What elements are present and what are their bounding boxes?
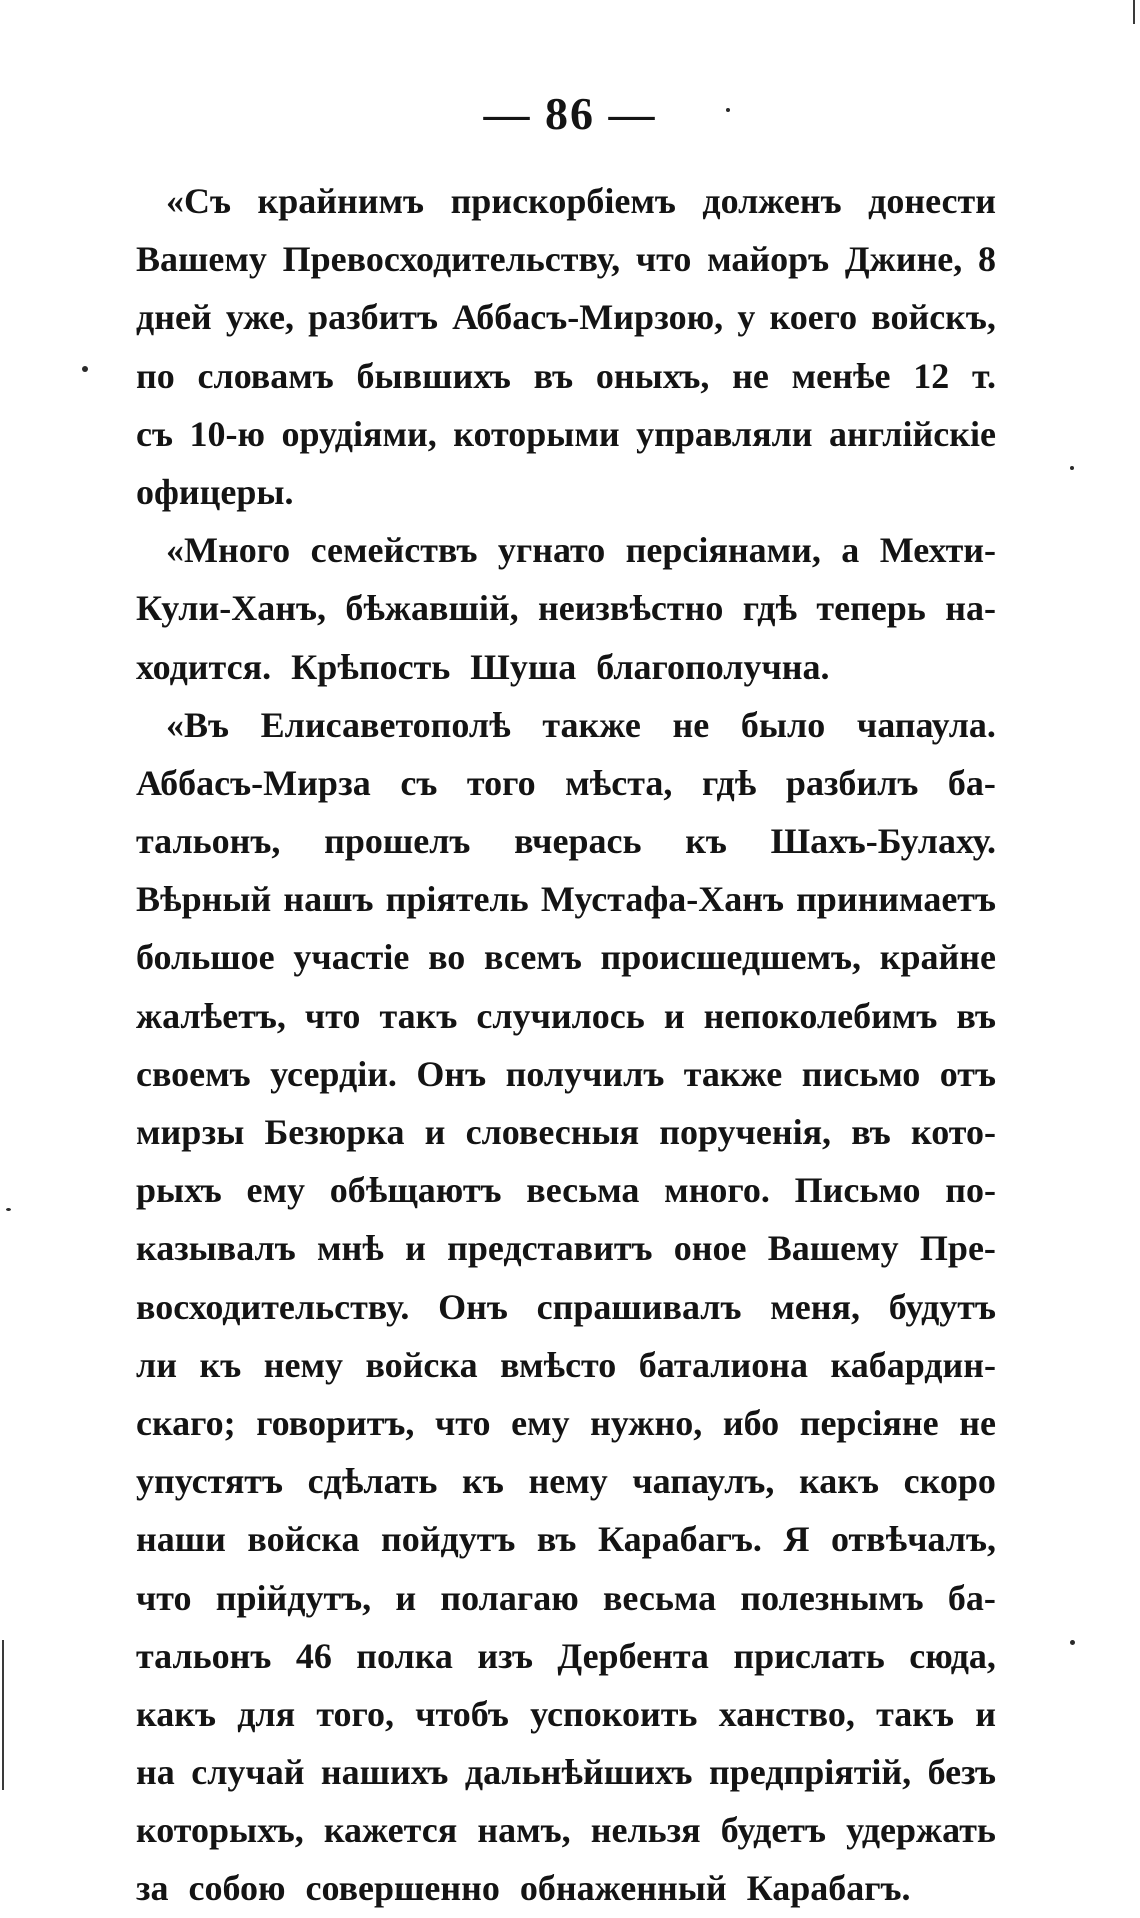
text-line: ходится. Крѣпость Шуша благополучна. — [136, 646, 830, 687]
text-line: на случай нашихъ дальнѣйшихъ предпріятій, безъ — [136, 1752, 996, 1793]
text-line: которыхъ, кажется намъ, нельзя будетъ удержать — [136, 1810, 996, 1851]
scan-speck — [726, 108, 730, 112]
text-line: дней уже, разбитъ Аббасъ-Мирзою, у коего войскъ, — [136, 297, 996, 338]
body-text — [136, 172, 996, 1918]
text-line: ли къ нему войска вмѣсто баталиона кабардин- — [136, 1344, 996, 1385]
scan-speck — [1070, 466, 1074, 470]
text-line: тальонъ 46 полка изъ Дербента прислать сюда, — [136, 1635, 996, 1676]
text-line: большое участіе во всемъ происшедшемъ, крайне — [136, 937, 996, 978]
text-line: своемъ усердіи. Онъ получилъ также письмо отъ — [136, 1053, 996, 1094]
text-line: «Много семействъ угнато персіянами, а Мехти- — [166, 530, 996, 571]
text-line: рыхъ ему обѣщаютъ весьма много. Письмо по- — [136, 1170, 996, 1211]
text-line: за собою совершенно обнаженный Карабагъ. — [136, 1868, 911, 1909]
text-line: съ 10-ю орудіями, которыми управляли англійскіе — [136, 413, 996, 454]
text-line: тальонъ, прошелъ вчерась къ Шахъ-Булаху. — [136, 821, 996, 862]
text-line: Кули-Ханъ, бѣжавшій, неизвѣстно гдѣ теперь на- — [136, 588, 996, 629]
text-line: Аббасъ-Мирза съ того мѣста, гдѣ разбилъ ба- — [136, 762, 996, 803]
scan-edge-mark — [2, 1640, 4, 1790]
scan-speck — [82, 366, 88, 372]
page-number-header: — 86 — — [483, 88, 657, 139]
text-line: «Въ Елисаветополѣ также не было чапаула. — [166, 704, 996, 745]
scan-edge-mark — [1133, 0, 1135, 24]
text-line: скаго; говоритъ, что ему нужно, ибо персіяне не — [136, 1402, 996, 1443]
scan-speck — [6, 1208, 11, 1211]
text-line: офицеры. — [136, 471, 294, 512]
text-line: какъ для того, чтобъ успокоить ханство, такъ и — [136, 1693, 996, 1734]
text-line: мирзы Безюрка и словесныя порученія, въ кото- — [136, 1112, 996, 1152]
text-line: жалѣетъ, что такъ случилось и непоколебимъ въ — [136, 995, 996, 1036]
text-line: по словамъ бывшихъ въ оныхъ, не менѣе 12 т. — [136, 355, 996, 396]
text-line: наши войска пойдутъ въ Карабагъ. Я отвѣчалъ, — [136, 1519, 996, 1560]
text-line: Вашему Превосходительству, что майоръ Джине, 8 — [136, 239, 996, 280]
text-line: Вѣрный нашъ пріятель Мустафа-Ханъ принимаетъ — [136, 879, 996, 920]
scan-speck — [1070, 1640, 1075, 1645]
text-line: упустятъ сдѣлать къ нему чапаулъ, какъ скоро — [136, 1461, 996, 1502]
text-line: «Съ крайнимъ прискорбіемъ долженъ донести — [166, 181, 996, 221]
text-line: казывалъ мнѣ и представитъ оное Вашему Пре- — [136, 1228, 996, 1269]
text-line: восходительству. Онъ спрашивалъ меня, будутъ — [136, 1286, 996, 1327]
text-line: что прійдутъ, и полагаю весьма полезнымъ ба- — [136, 1577, 996, 1618]
